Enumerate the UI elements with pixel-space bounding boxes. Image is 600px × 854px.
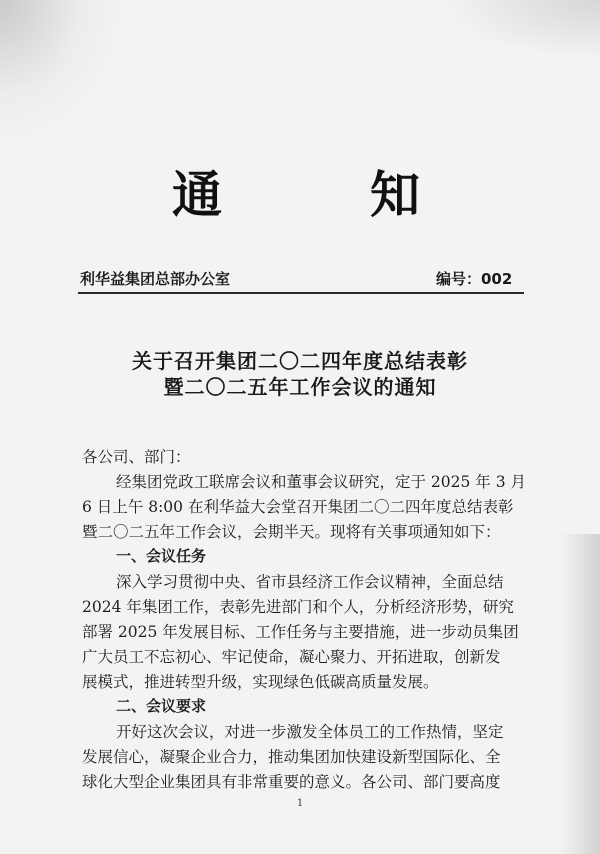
document-number: 编号：002 <box>436 270 513 288</box>
title-line-2: 暨二〇二五年工作会议的通知 <box>163 375 437 399</box>
title-line-1: 关于召开集团二〇二四年度总结表彰 <box>132 349 468 373</box>
header-rule <box>78 292 524 294</box>
section2-line: 球化大型企业集团具有非常重要的意义。各公司、部门要高度 <box>82 773 501 791</box>
salutation: 各公司、部门： <box>82 448 191 466</box>
heading-char-2: 知 <box>370 165 420 224</box>
section1-line: 深入学习贯彻中央、省市县经济工作会议精神，全面总结 <box>116 573 504 591</box>
section2-line: 发展信心，凝聚企业合力，推动集团加快建设新型国际化、全 <box>82 748 501 766</box>
section1-line: 展模式，推进转型升级，实现绿色低碳高质量发展。 <box>82 673 439 691</box>
section1-line: 部署 2025 年发展目标、工作任务与主要措施，进一步动员集团 <box>82 623 519 641</box>
heading-char-1: 通 <box>172 165 222 224</box>
issuer: 利华益集团总部办公室 <box>80 270 231 288</box>
intro-line: 经集团党政工联席会议和董事会议研究，定于 2025 年 3 月 <box>116 473 527 491</box>
scan-noise <box>0 0 130 150</box>
section-heading: 二、会议要求 <box>116 697 207 715</box>
scan-noise <box>440 0 600 60</box>
section1-line: 2024 年集团工作，表彰先进部门和个人，分析经济形势，研究 <box>82 598 514 616</box>
section1-line: 广大员工不忘初心、牢记使命，凝心聚力、开拓进取，创新发 <box>82 648 501 666</box>
intro-line: 6 日上午 8:00 在利华益大会堂召开集团二〇二四年度总结表彰 <box>82 498 514 516</box>
page-number: 1 <box>296 798 304 809</box>
section-heading: 一、会议任务 <box>116 547 207 565</box>
notice-heading <box>0 155 600 225</box>
intro-line: 暨二〇二五年工作会议，会期半天。现将有关事项通知如下： <box>82 523 501 541</box>
section2-line: 开好这次会议，对进一步激发全体员工的工作热情，坚定 <box>116 723 504 741</box>
